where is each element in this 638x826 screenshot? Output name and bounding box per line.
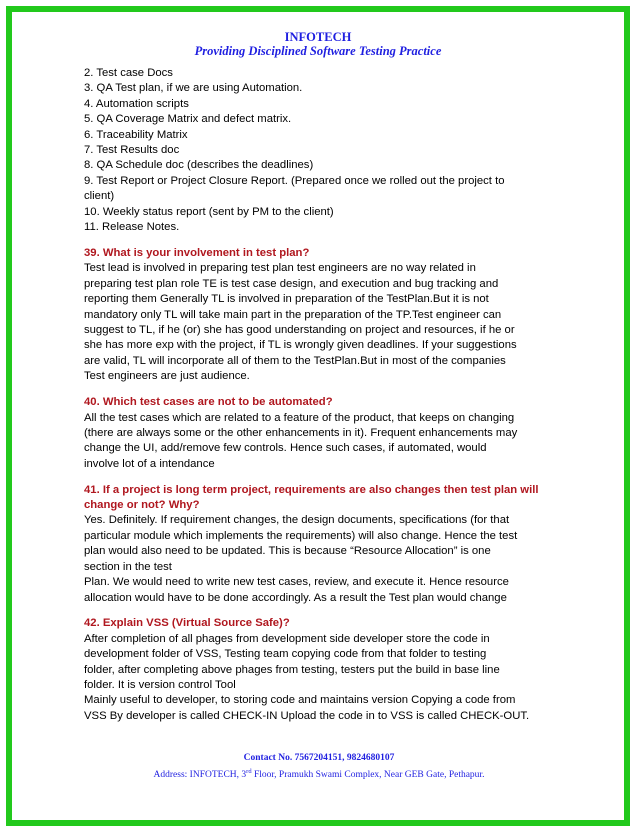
document-body bbox=[84, 66, 544, 724]
footer-address-suffix: Floor, Pramukh Swami Complex, Near GEB Gate, Pethapur. bbox=[251, 770, 485, 781]
deliverables-list bbox=[84, 66, 544, 235]
list-line: 10. Weekly status report (sent by PM to the client) bbox=[84, 205, 334, 218]
answer-line: (there are always some or the other enhancements in it). Frequent enhancements may bbox=[84, 426, 518, 439]
question-heading: 40. Which test cases are not to be automated? bbox=[84, 396, 333, 409]
list-line: 9. Test Report or Project Closure Report. (Prepared once we rolled out the project to bbox=[84, 174, 505, 187]
answer-line: All the test cases which are related to a feature of the product, that keeps on changing bbox=[84, 411, 515, 424]
list-line: 8. QA Schedule doc (describes the deadlines) bbox=[84, 159, 314, 172]
answer-line: preparing test plan role TE is test case design, and execution and bug tracking and bbox=[84, 277, 499, 290]
answer-line: section in the test bbox=[84, 560, 172, 573]
answer-line: mandatory only TL will take main part in the preparation of the TP.Test engineer can bbox=[84, 308, 502, 321]
page-footer bbox=[0, 752, 638, 782]
list-line: 4. Automation scripts bbox=[84, 97, 189, 110]
page-header bbox=[12, 30, 624, 58]
answer-line: reporting them Generally TL is involved in preparation of the TestPlan.But it is not bbox=[84, 293, 489, 306]
section-q40 bbox=[84, 395, 544, 472]
list-line: 3. QA Test plan, if we are using Automation. bbox=[84, 82, 303, 95]
footer-address-sup: rd bbox=[246, 768, 252, 775]
answer-line: Test lead is involved in preparing test plan test engineers are no way related in bbox=[84, 262, 476, 275]
answer-line: she has more exp with the project, if TL is wrongly given deadlines. If your suggestions bbox=[84, 339, 517, 352]
header-tagline: Providing Disciplined Software Testing Practice bbox=[194, 44, 442, 58]
answer-line: Test engineers are just audience. bbox=[84, 370, 250, 383]
list-line: 11. Release Notes. bbox=[84, 221, 180, 234]
answer-line: particular module which implements the requirements) will also change. Hence the test bbox=[84, 529, 518, 542]
list-line: 6. Traceability Matrix bbox=[84, 128, 188, 141]
answer-line: Mainly useful to developer, to storing code and maintains version Copying a code from bbox=[84, 694, 516, 707]
answer-line: folder, after completing above phages from testing, testers put the build in base line bbox=[84, 663, 500, 676]
list-line: 5. QA Coverage Matrix and defect matrix. bbox=[84, 113, 292, 126]
list-line: client) bbox=[84, 190, 115, 203]
question-heading: change or not? Why? bbox=[84, 499, 200, 512]
answer-line: development folder of VSS, Testing team copying code from that folder to testing bbox=[84, 648, 487, 661]
answer-line: plan would also need to be updated. This is because “Resource Allocation” is one bbox=[84, 545, 491, 558]
answer-line: VSS By developer is called CHECK-IN Upload the code in to VSS is called CHECK-OUT. bbox=[84, 709, 530, 722]
answer-line: are valid, TL will incorporate all of them to the TestPlan.But in most of the companies bbox=[84, 354, 506, 367]
question-heading: 42. Explain VSS (Virtual Source Safe)? bbox=[84, 617, 290, 630]
question-heading: 41. If a project is long term project, requirements are also changes then test plan will bbox=[84, 483, 539, 496]
list-line: 7. Test Results doc bbox=[84, 144, 180, 157]
answer-line: Plan. We would need to write new test cases, review, and execute it. Hence resource bbox=[84, 576, 509, 589]
footer-address-prefix: Address: INFOTECH, 3 bbox=[153, 770, 247, 781]
list-line: 2. Test case Docs bbox=[84, 67, 173, 79]
answer-line: allocation would have to be done accordingly. As a result the Test plan would change bbox=[84, 591, 507, 604]
section-q42 bbox=[84, 616, 544, 724]
answer-line: After completion of all phages from development side developer store the code in bbox=[84, 632, 490, 645]
footer-address bbox=[0, 765, 638, 782]
header-org: INFOTECH bbox=[284, 30, 352, 44]
answer-line: suggest to TL, if he (or) she has good understanding on project and resources, if he or bbox=[84, 324, 515, 336]
answer-line: Yes. Definitely. If requirement changes, the design documents, specifications (for that bbox=[84, 514, 510, 527]
answer-line: folder. It is version control Tool bbox=[84, 679, 236, 692]
answer-line: involve lot of a intendance bbox=[84, 457, 215, 470]
section-q41 bbox=[84, 483, 544, 606]
question-heading: 39. What is your involvement in test plan? bbox=[84, 246, 310, 259]
answer-line: change the UI, add/remove few controls. Hence such cases, if automated, would bbox=[84, 442, 487, 455]
footer-contact: Contact No. 7567204151, 9824680107 bbox=[243, 753, 395, 763]
section-q39 bbox=[84, 246, 544, 385]
